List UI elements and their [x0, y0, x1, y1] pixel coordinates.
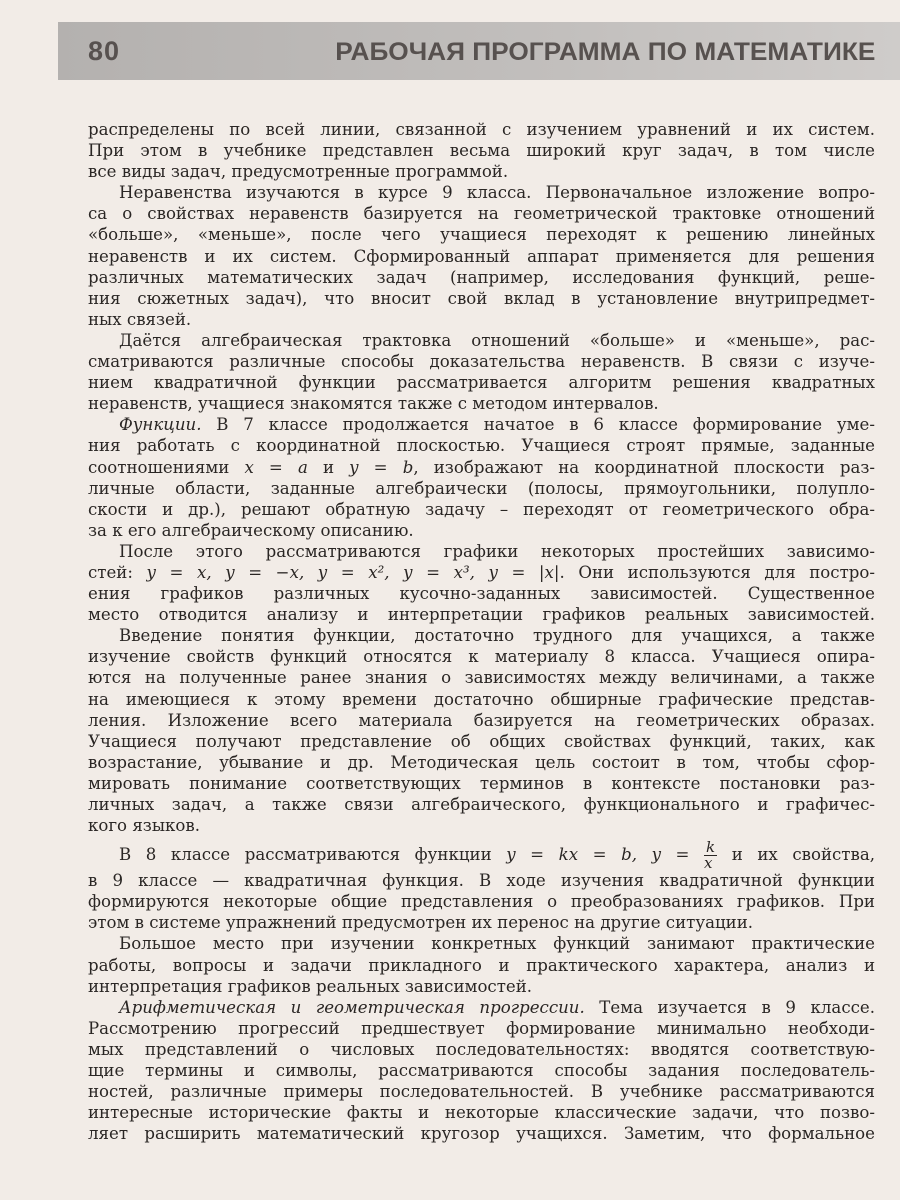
text-segment: Большое место при изучении конкретных функций занимают практические: [119, 934, 875, 954]
text-line: [88, 604, 875, 625]
text-line: [88, 457, 875, 478]
text-segment: различных математических задач (например, исследования функций, реше-: [88, 267, 875, 287]
text-segment: ления. Изложение всего материала базируется на геометрических образах.: [88, 710, 875, 730]
text-line: [88, 203, 875, 224]
text-segment: и их свойства,: [717, 845, 875, 865]
text-line: [88, 710, 875, 731]
text-line: [88, 976, 875, 997]
text-segment: и: [307, 457, 350, 477]
text-segment: ляет расширить математический кругозор учащихся. Заметим, что формальное: [88, 1124, 875, 1144]
text-segment: в 9 классе — квадратичная функция. В ходе изучения квадратичной функции: [88, 871, 875, 891]
text-segment: . Они используются для постро-: [559, 562, 875, 582]
text-line: [88, 520, 875, 541]
text-line: [88, 955, 875, 976]
text-line: [88, 140, 875, 161]
text-line: [88, 731, 875, 752]
text-segment: ных связей.: [88, 309, 192, 329]
text-line: [88, 351, 875, 372]
text-segment: неравенств, учащиеся знакомятся также с методом интервалов.: [88, 394, 659, 414]
text-line: [88, 1123, 875, 1144]
text-segment: за к его алгебраическому описанию.: [88, 520, 414, 540]
text-segment: формируются некоторые общие представления о преобразованиях графиков. При: [88, 892, 875, 912]
text-line: [88, 625, 875, 646]
text-line: [88, 912, 875, 933]
text-segment: соотношениями: [88, 457, 245, 477]
text-line: [88, 330, 875, 351]
text-segment: личных задач, а также связи алгебраического, функционального и графичес-: [88, 795, 875, 814]
text-line: [88, 815, 875, 836]
math-fraction: [704, 840, 717, 871]
text-segment: мых представлений о числовых последовательностях: вводятся соответствую-: [88, 1039, 875, 1059]
text-segment: ения графиков различных кусочно-заданных зависимостей. Существенное: [88, 584, 875, 604]
running-title: РАБОЧАЯ ПРОГРАММА ПО МАТЕМАТИКЕ: [334, 38, 875, 66]
text-line: [88, 309, 875, 330]
text-line: [88, 372, 875, 393]
text-line: [88, 646, 875, 667]
text-segment: личные области, заданные алгебраически (полосы, прямоугольники, полупло-: [88, 478, 875, 498]
text-segment: интерпретация графиков реальных зависимостей.: [88, 976, 533, 996]
italic-text: b: [402, 457, 414, 477]
text-segment: щие термины и символы, рассматриваются способы задания последователь-: [88, 1061, 875, 1081]
text-segment: на имеющиеся к этому времени достаточно обширные графические представ-: [88, 689, 875, 709]
italic-text: y: [349, 457, 359, 477]
text-segment: распределены по всей линии, связанной с изучением уравнений и их систем.: [88, 120, 875, 139]
text-segment: Рассмотрению прогрессий предшествует формирование минимально необходи-: [88, 1018, 875, 1038]
text-line: [88, 997, 875, 1018]
text-segment: При этом в учебнике представлен весьма широкий круг задач, в том числе: [88, 141, 875, 161]
text-line: [88, 499, 875, 520]
text-line: [88, 161, 875, 182]
text-segment: все виды задач, предусмотренные программой.: [88, 162, 509, 182]
text-segment: =: [358, 457, 403, 477]
text-segment: ностей, различные примеры последовательностей. В учебнике рассматриваются: [88, 1082, 875, 1102]
text-line: [88, 689, 875, 710]
text-line: [88, 246, 875, 267]
text-segment: ния сюжетных задач), что вносит свой вклад в установление внутрипредмет-: [88, 288, 875, 308]
text-segment: работы, вопросы и задачи прикладного и практического характера, анализ и: [88, 955, 875, 975]
text-segment: неравенств и их систем. Сформированный аппарат применяется для решения: [88, 246, 875, 266]
text-segment: нием квадратичной функции рассматривается алгоритм решения квадратных: [88, 373, 875, 393]
text-line: [88, 1081, 875, 1102]
text-line: [88, 224, 875, 245]
text-line: [88, 435, 875, 456]
text-line: [88, 794, 875, 815]
text-line: [88, 838, 875, 873]
italic-text: y = kx = b, y =: [506, 845, 705, 865]
text-line: [88, 1102, 875, 1123]
text-line: [88, 393, 875, 414]
italic-text: x: [244, 457, 254, 477]
text-line: [88, 870, 875, 891]
text-segment: са о свойствах неравенств базируется на геометрической трактовке отношений: [88, 204, 875, 224]
text-line: [88, 1039, 875, 1060]
fraction-denominator: x: [704, 854, 713, 873]
text-line: [88, 267, 875, 288]
text-segment: Тема изучается в 9 классе.: [584, 997, 875, 1017]
text-segment: После этого рассматриваются графики некоторых простейших зависимо-: [119, 541, 875, 561]
italic-text: Арифметическая и геометрическая прогрессии.: [119, 997, 585, 1017]
text-line: [88, 119, 875, 140]
text-segment: место отводится анализу и интерпретации графиков реальных зависимостей.: [88, 605, 875, 625]
text-line: [88, 773, 875, 794]
text-segment: =: [253, 457, 298, 477]
text-segment: , изображают на координатной плоскости раз-: [413, 457, 876, 477]
text-segment: В 8 классе рассматриваются функции: [119, 845, 507, 865]
text-line: [88, 562, 875, 583]
text-segment: «больше», «меньше», после чего учащиеся переходят к решению линейных: [88, 225, 875, 245]
text-line: [88, 752, 875, 773]
italic-text: a: [297, 457, 308, 477]
text-line: [88, 182, 875, 203]
page-body-text: [88, 119, 875, 1144]
text-segment: возрастание, убывание и др. Методическая цель состоит в том, чтобы сфор-: [88, 752, 875, 772]
italic-text: y = x, y = −x, y = x², y = x³, y = |x|: [146, 562, 560, 582]
text-segment: сматриваются различные способы доказательства неравенств. В связи с изуче-: [88, 352, 875, 372]
text-line: [88, 541, 875, 562]
italic-text: Функции.: [119, 415, 202, 435]
text-segment: этом в системе упражнений предусмотрен их перенос на другие ситуации.: [88, 913, 754, 933]
text-segment: Введение понятия функции, достаточно трудного для учащихся, а также: [119, 626, 875, 646]
text-segment: ния работать с координатной плоскостью. Учащиеся строят прямые, заданные: [88, 436, 875, 456]
text-segment: мировать понимание соответствующих терминов в контексте постановки раз-: [88, 773, 875, 793]
text-segment: стей:: [88, 562, 147, 582]
text-segment: интересные исторические факты и некоторые классические задачи, что позво-: [88, 1103, 875, 1123]
text-line: [88, 667, 875, 688]
text-line: [88, 414, 875, 435]
text-segment: Учащиеся получают представление об общих свойствах функций, таких, как: [88, 731, 875, 751]
text-segment: ются на полученные ранее знания о зависимостях между величинами, а также: [88, 668, 875, 688]
text-segment: Неравенства изучаются в курсе 9 класса. Первоначальное изложение вопро-: [119, 183, 875, 203]
text-line: [88, 1018, 875, 1039]
text-segment: кого языков.: [88, 816, 201, 836]
text-segment: скости и др.), решают обратную задачу – переходят от геометрического обра-: [88, 499, 875, 519]
text-line: [88, 478, 875, 499]
text-line: [88, 288, 875, 309]
text-line: [88, 1060, 875, 1081]
text-segment: изучение свойств функций относятся к материалу 8 класса. Учащиеся опира-: [88, 647, 875, 667]
text-segment: В 7 классе продолжается начатое в 6 классе формирование уме-: [201, 415, 875, 435]
fraction-numerator: k: [706, 838, 716, 857]
text-line: [88, 891, 875, 912]
text-line: [88, 933, 875, 954]
page-number: 80: [88, 36, 121, 66]
text-segment: Даётся алгебраическая трактовка отношений «больше» и «меньше», рас-: [119, 330, 875, 350]
text-line: [88, 583, 875, 604]
